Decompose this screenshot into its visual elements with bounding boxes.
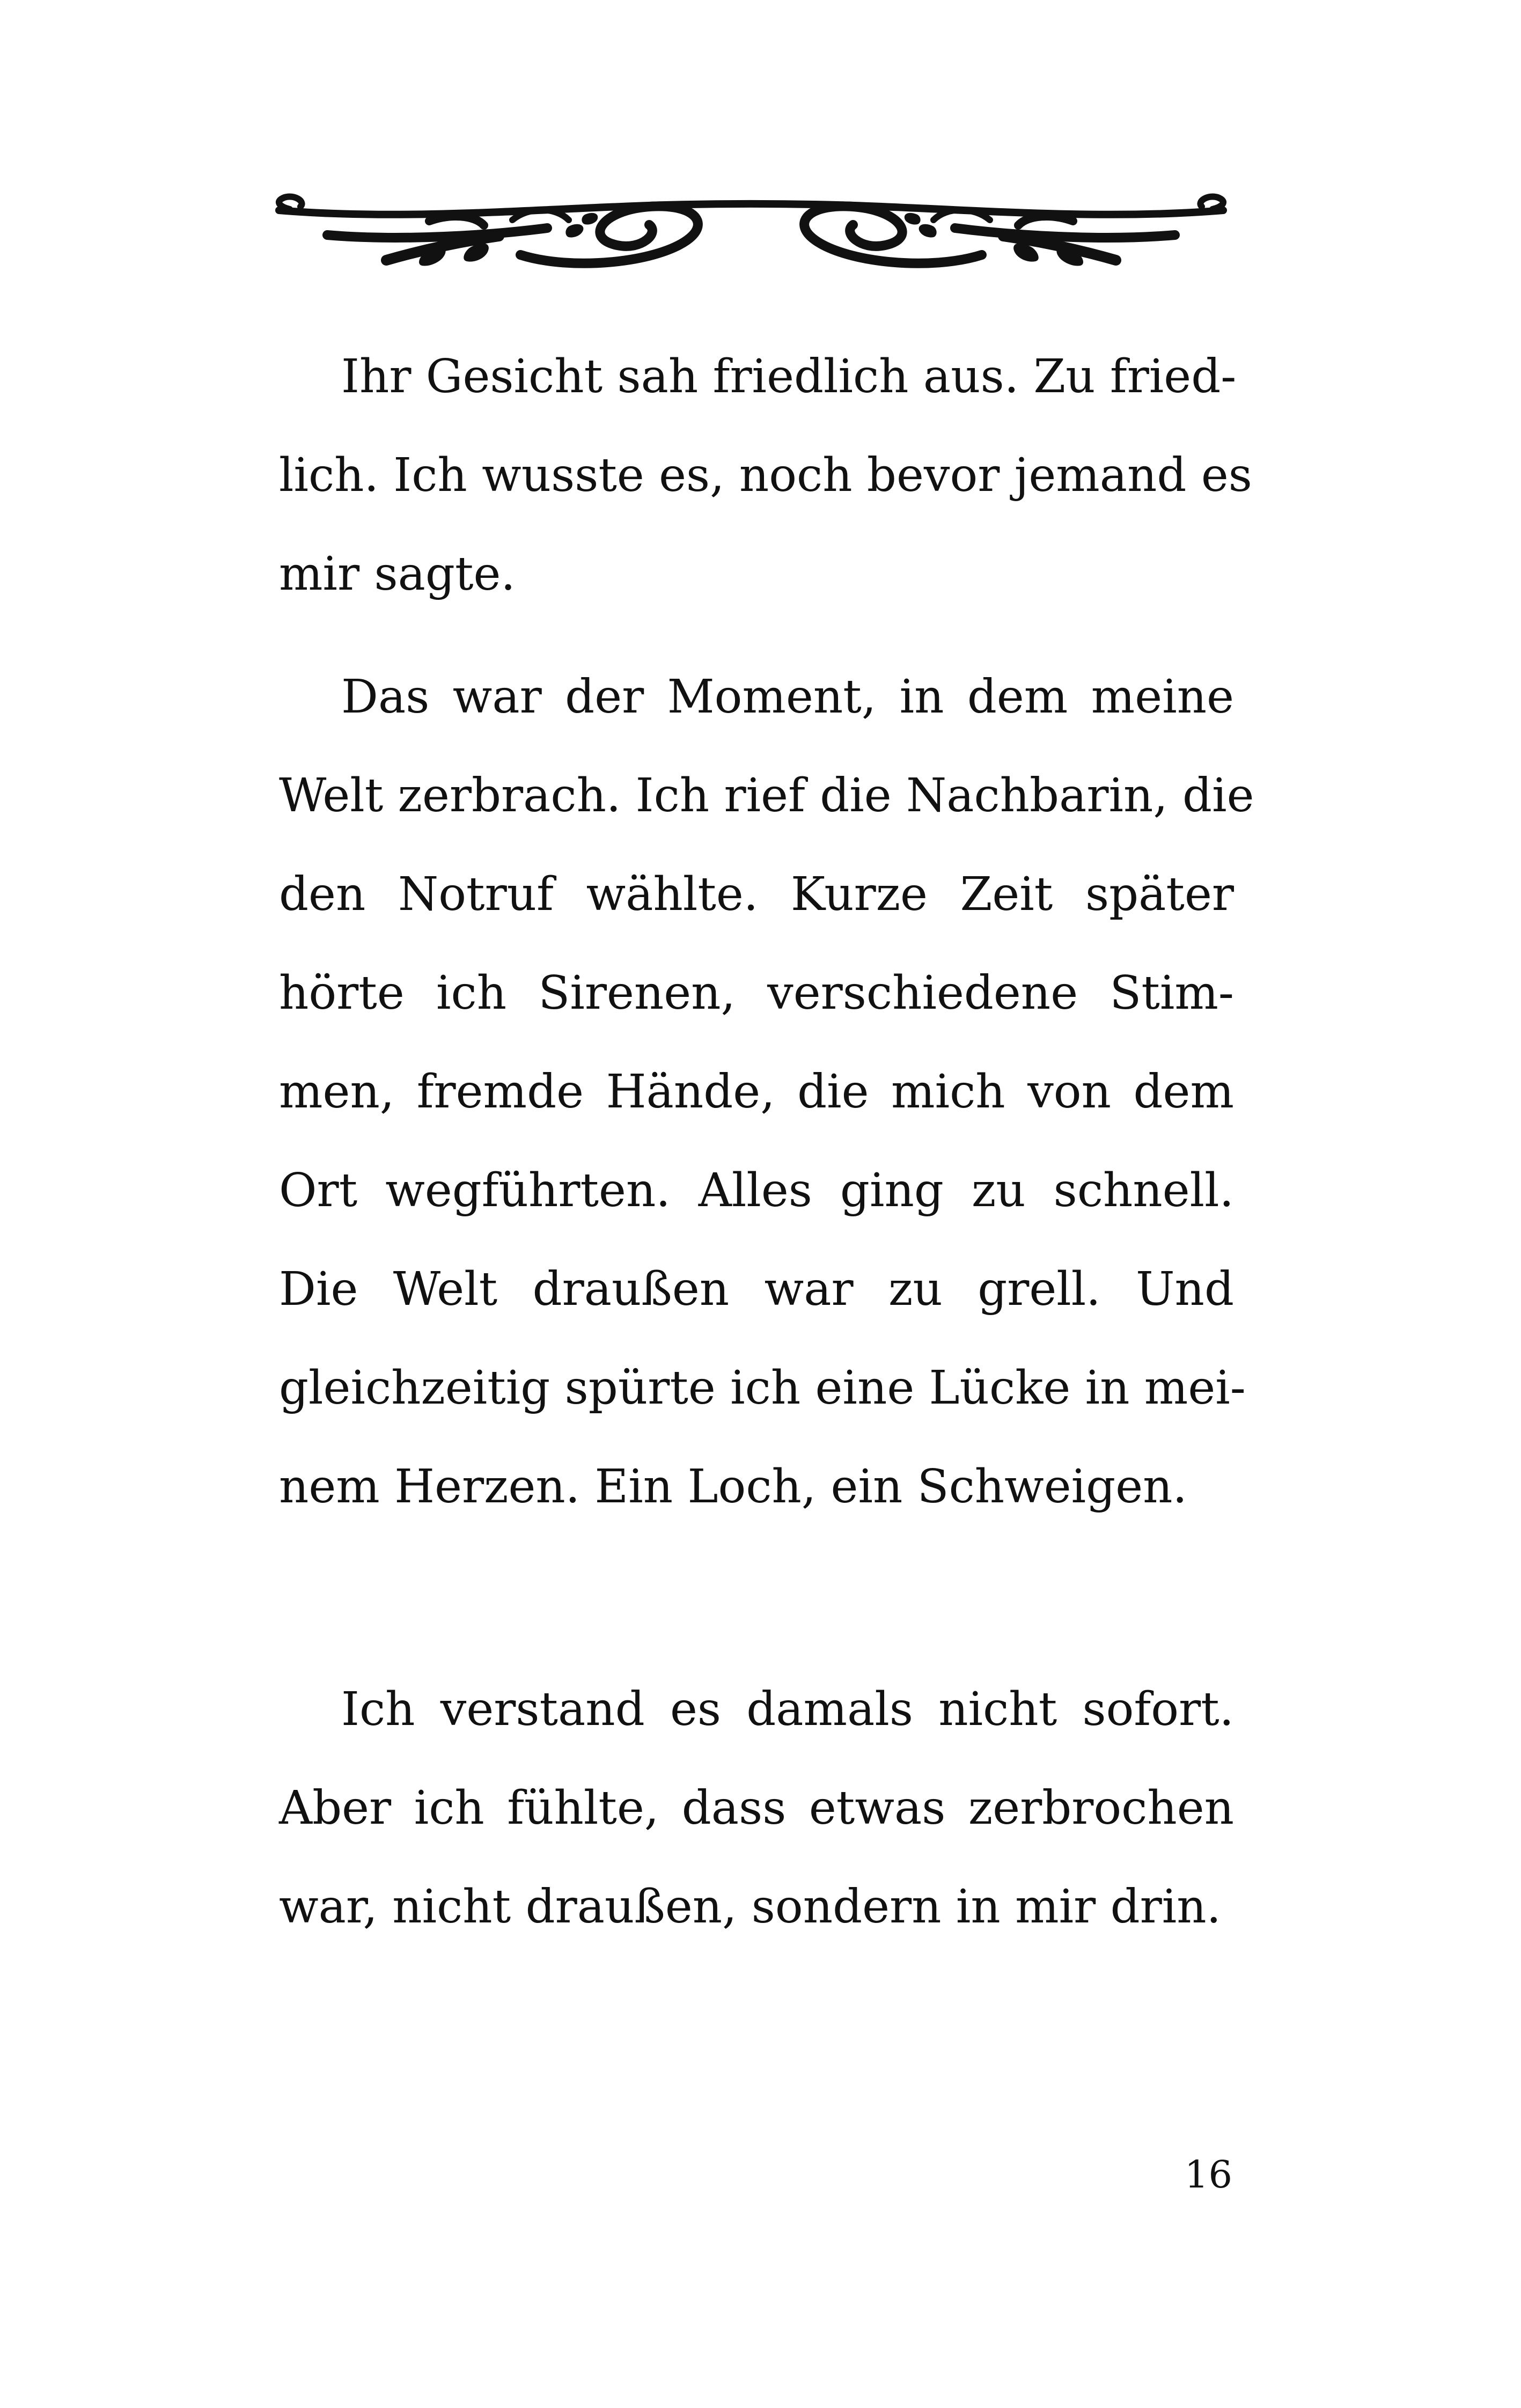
paragraph-3-line-3: war, nicht draußen, sondern in mir drin. [279,1880,1221,1934]
paragraph-2-line-6: Ort wegführten. Alles ging zu schnell. [279,1164,1234,1217]
paragraph-2-line-9: nem Herzen. Ein Loch, ein Schweigen. [279,1460,1187,1514]
paragraph-2-line-8: gleichzeitig spürte ich eine Lücke in mei- [279,1361,1246,1415]
page-number: 16 [1184,2153,1232,2197]
paragraph-2-line-2: Welt zerbrach. Ich rief die Nachbarin, die [279,769,1254,823]
paragraph-2-line-1: Das war der Moment, in dem meine [341,670,1234,724]
paragraph-2-line-5: men, fremde Hände, die mich von dem [279,1065,1234,1119]
paragraph-1 [279,327,1252,623]
paragraph-3-line-1: Ich verstand es damals nicht sofort. [341,1683,1234,1736]
paragraph-1-line-1: Ihr Gesicht sah friedlich aus. Zu fried- [341,350,1237,403]
paragraph-3 [279,1660,1234,1956]
paragraph-2-line-7: Die Welt draußen war zu grell. Und [279,1262,1234,1316]
paragraph-2-line-3: den Notruf wählte. Kurze Zeit später [279,868,1234,921]
paragraph-2 [279,648,1254,1536]
paragraph-2-line-4: hörte ich Sirenen, verschiedene Stim- [279,966,1234,1020]
flourish-divider-icon [268,177,1234,295]
paragraph-1-line-2: lich. Ich wusste es, noch bevor jemand es [279,449,1252,502]
paragraph-3-line-2: Aber ich fühlte, dass etwas zerbrochen [279,1781,1234,1835]
paragraph-1-line-3: mir sagte. [279,547,516,601]
